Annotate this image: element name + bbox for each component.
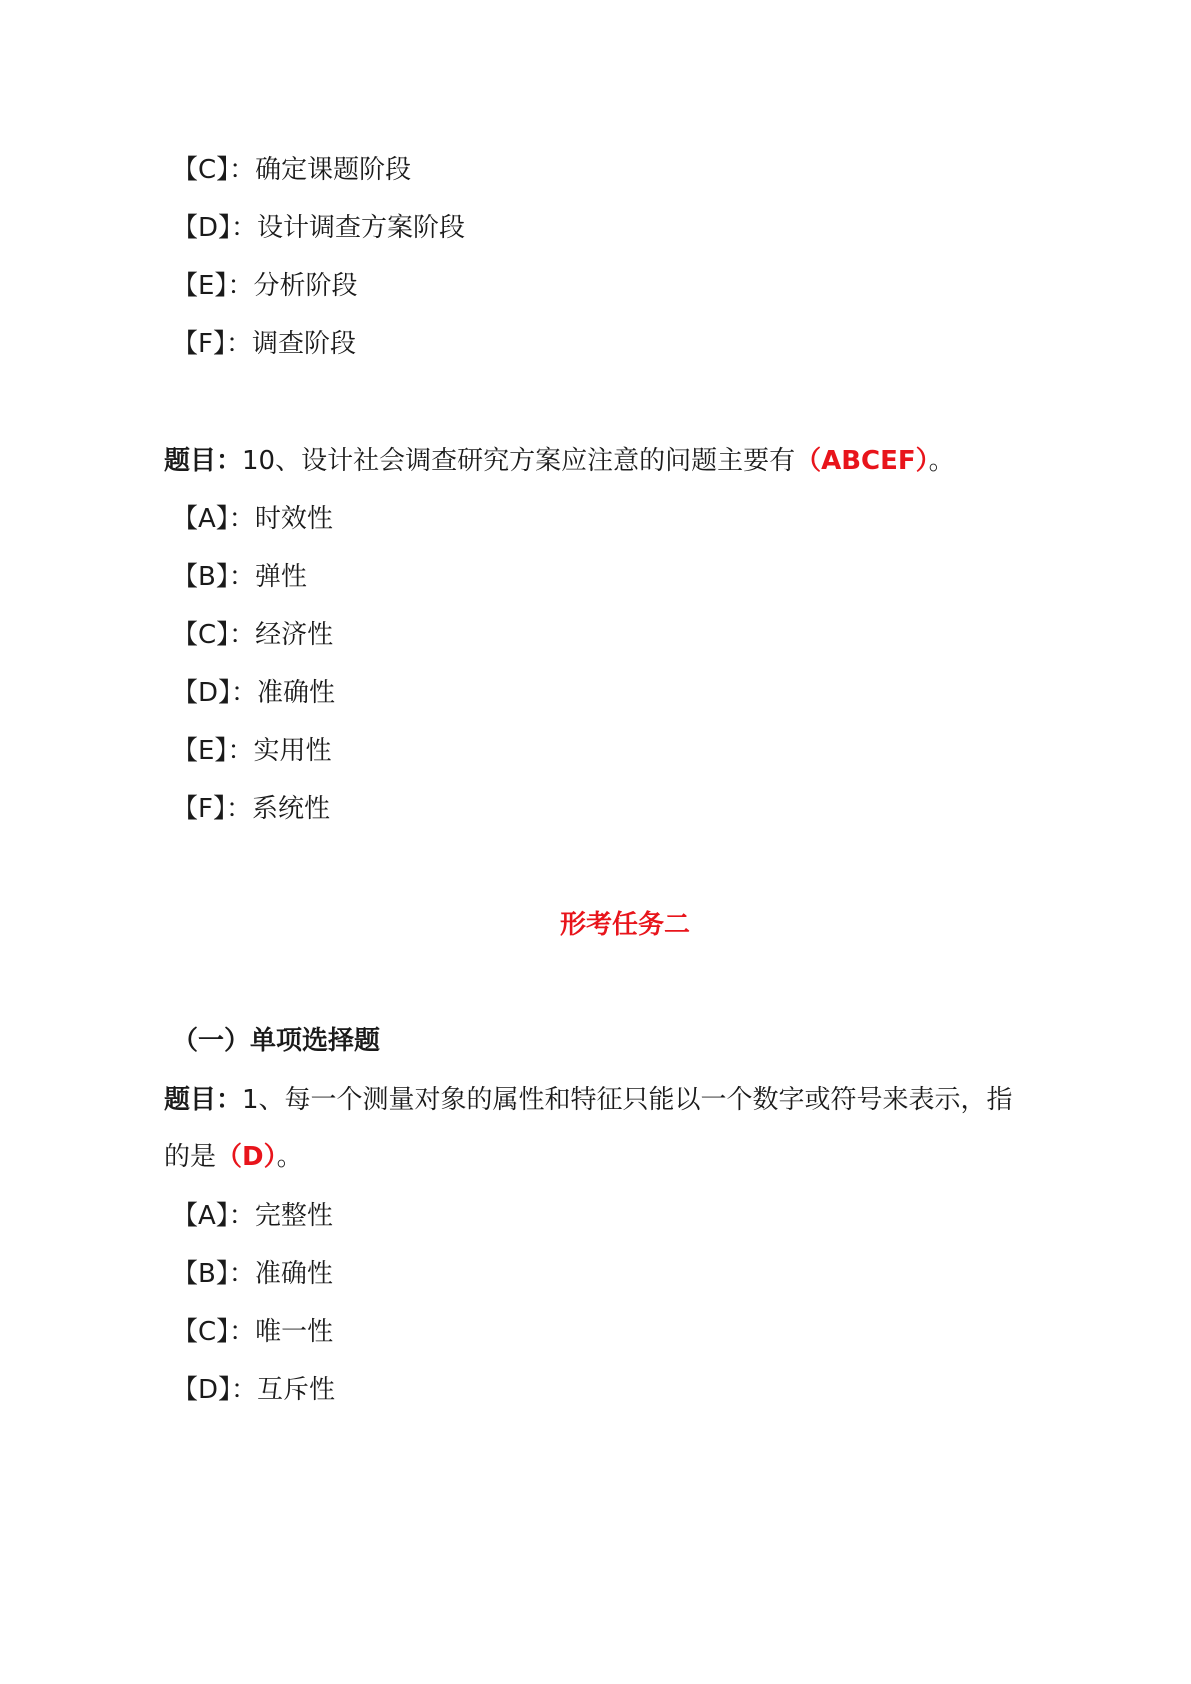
option-text: 经济性 (255, 620, 334, 650)
option-separator: ： (229, 155, 256, 185)
q10-option-f (172, 789, 330, 829)
question-text: 的是 (164, 1142, 217, 1172)
option-separator: ： (231, 678, 258, 708)
option-separator: ： (229, 620, 256, 650)
q1-question-line2 (164, 1137, 303, 1177)
q9-option-c (172, 150, 411, 190)
option-text: 时效性 (254, 504, 333, 534)
q1-option-c (172, 1312, 333, 1352)
option-key: 【D】 (172, 1375, 232, 1405)
option-key: 【E】 (172, 271, 228, 301)
question-text: 10、设计社会调查研究方案应注意的问题主要有 (242, 446, 796, 476)
question-label: 题目： (164, 446, 243, 476)
option-text: 确定课题阶段 (255, 155, 412, 185)
option-key: 【A】 (172, 504, 229, 534)
q10-option-e (172, 731, 331, 771)
question-answer: （ABCEF） (795, 446, 929, 476)
option-text: 准确性 (257, 678, 336, 708)
option-separator: ： (227, 736, 254, 766)
option-separator: ： (225, 794, 252, 824)
q10-option-a (172, 499, 333, 539)
option-key: 【A】 (172, 1201, 229, 1231)
question-end: 。 (928, 446, 955, 476)
option-separator: ： (228, 504, 255, 534)
option-separator: ： (227, 271, 254, 301)
option-text: 完整性 (254, 1201, 333, 1231)
option-text: 弹性 (254, 562, 307, 592)
q1-option-b (172, 1254, 333, 1294)
question-end: 。 (276, 1142, 303, 1172)
question-text: 1、每一个测量对象的属性和特征只能以一个数字或符号来表示，指 (242, 1085, 1013, 1115)
q10-question (164, 441, 955, 481)
question-answer: （D） (216, 1142, 277, 1172)
option-text: 实用性 (253, 736, 332, 766)
section-title: 形考任务二 (559, 910, 690, 940)
option-separator: ： (228, 1259, 255, 1289)
option-key: 【F】 (172, 794, 226, 824)
option-key: 【D】 (172, 213, 232, 243)
q9-option-e (172, 266, 357, 306)
q9-option-f (172, 324, 356, 364)
option-text: 系统性 (251, 794, 330, 824)
q9-option-d (172, 208, 465, 248)
subsection-title: （一）单项选择题 (172, 1026, 381, 1056)
option-key: 【C】 (172, 620, 230, 650)
option-key: 【D】 (172, 678, 232, 708)
option-key: 【C】 (172, 155, 230, 185)
q10-option-b (172, 557, 307, 597)
option-separator: ： (228, 562, 255, 592)
option-key: 【B】 (172, 1259, 229, 1289)
q10-option-d (172, 673, 335, 713)
option-text: 设计调查方案阶段 (257, 213, 466, 243)
q1-option-d (172, 1370, 335, 1410)
option-separator: ： (231, 213, 258, 243)
option-separator: ： (231, 1375, 258, 1405)
q10-option-c (172, 615, 333, 655)
option-key: 【C】 (172, 1317, 230, 1347)
option-text: 分析阶段 (253, 271, 358, 301)
q1-option-a (172, 1196, 333, 1236)
q1-question-line1 (164, 1080, 1013, 1120)
option-separator: ： (229, 1317, 256, 1347)
option-key: 【E】 (172, 736, 228, 766)
option-text: 唯一性 (255, 1317, 334, 1347)
option-key: 【F】 (172, 329, 226, 359)
question-label: 题目： (164, 1085, 243, 1115)
option-text: 互斥性 (257, 1375, 336, 1405)
option-text: 调查阶段 (251, 329, 356, 359)
option-text: 准确性 (254, 1259, 333, 1289)
option-key: 【B】 (172, 562, 229, 592)
option-separator: ： (225, 329, 252, 359)
option-separator: ： (228, 1201, 255, 1231)
